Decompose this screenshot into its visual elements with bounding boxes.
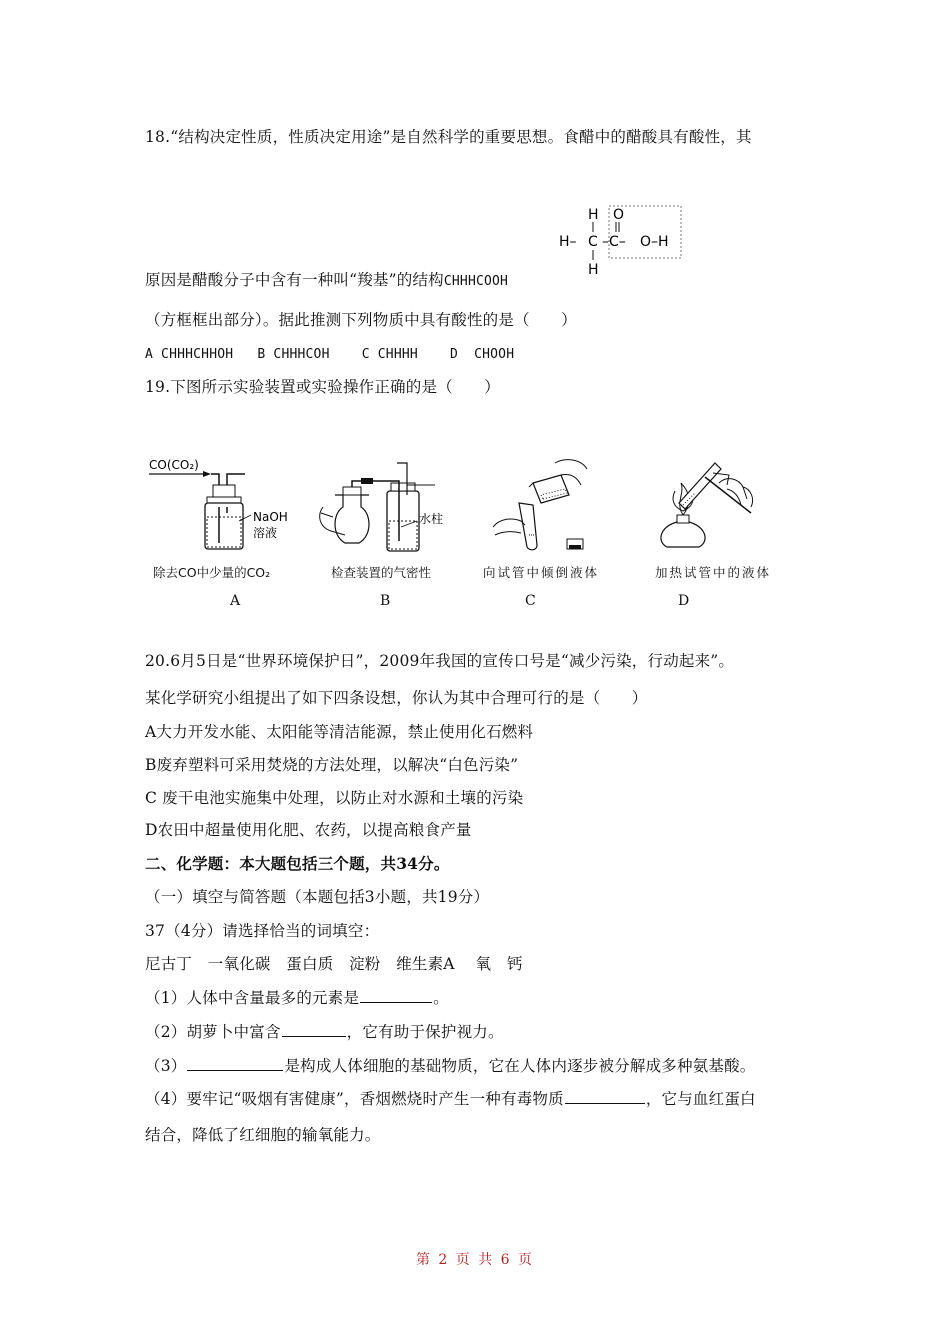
- q37-blank2-suffix: ，它有助于保护视力。: [346, 1023, 504, 1041]
- q18-line2-text: 原因是醋酸分子中含有一种叫“羧基”的结构: [145, 271, 444, 289]
- figure-b-apparatus: [315, 455, 450, 555]
- q20-line2: 某化学研究小组提出了如下四条设想，你认为其中合理可行的是（ ）: [145, 689, 648, 707]
- section2-sub1: （一）填空与简答题（本题包括3小题，共19分）: [145, 888, 490, 906]
- q37-blank4-suffix: ，它与血红蛋白: [645, 1090, 756, 1108]
- q37-word-bank: 尼古丁 一氧化碳 蛋白质 淀粉 维生素A 氧 钙: [145, 955, 523, 973]
- fig-d-label: D: [678, 593, 690, 609]
- fig-b-label: B: [380, 593, 391, 609]
- q18-formula: CHHHCOOH: [443, 274, 509, 289]
- q20-line1: 20.6月5日是“世界环境保护日”，2009年我国的宣传口号是“减少污染，行动起来”。: [145, 652, 735, 670]
- fig-c-label: C: [525, 593, 536, 609]
- struct-c1: C: [588, 234, 598, 250]
- q37-blank4-prefix: （4）要牢记“吸烟有害健康”，香烟燃烧时产生一种有毒物质: [145, 1090, 564, 1108]
- q37-blank4-line2: 结合，降低了红细胞的输氧能力。: [145, 1126, 381, 1144]
- q37-blank2[interactable]: [282, 1021, 346, 1037]
- q37-blank3-line: [145, 1055, 755, 1076]
- q37-blank3-prefix: （3）: [145, 1057, 187, 1075]
- fig-a-label: A: [230, 593, 241, 609]
- q18-line1: 18.“结构决定性质，性质决定用途”是自然科学的重要思想。食醋中的醋酸具有酸性，其: [145, 128, 752, 146]
- q37-blank2-prefix: （2）胡萝卜中富含: [145, 1023, 281, 1041]
- q37-blank1[interactable]: [360, 987, 432, 1003]
- struct-h-bottom: H: [588, 262, 599, 278]
- page-footer: 第 2 页 共 6 页: [415, 1252, 535, 1268]
- struct-oh: O–H: [640, 234, 669, 250]
- q37-blank2-line: [145, 1021, 504, 1042]
- struct-c2: –C–: [602, 234, 626, 250]
- q18-options: A CHHHCHHOH B CHHHCOH C CHHHH D CHOOH: [145, 347, 515, 362]
- q18-line2: [145, 270, 508, 292]
- acetic-acid-structure: [555, 202, 690, 282]
- q37-title: 37（4分）请选择恰当的词填空：: [145, 922, 380, 940]
- struct-o-top: O: [613, 207, 625, 223]
- q19-title: 19.下图所示实验装置或实验操作正确的是（ ）: [145, 378, 500, 396]
- q18-line3: （方框框出部分）。据此推测下列物质中具有酸性的是（ ）: [145, 311, 577, 329]
- q37-blank4-line: [145, 1088, 756, 1109]
- struct-h-left: H–: [559, 234, 577, 250]
- q37-blank1-prefix: （1）人体中含量最多的元素是: [145, 989, 360, 1007]
- q37-blank3[interactable]: [187, 1055, 283, 1071]
- q37-blank1-suffix: 。: [433, 989, 449, 1007]
- q20-option-d: D农田中超量使用化肥、农药，以提高粮食产量: [145, 821, 472, 839]
- fig-a-naoh-label: NaOH: [253, 510, 288, 524]
- q37-blank1-line: [145, 987, 449, 1008]
- q37-blank4[interactable]: [565, 1088, 645, 1104]
- figure-c-apparatus: [485, 455, 615, 555]
- fig-c-caption: 向试管中倾倒液体: [483, 565, 600, 580]
- fig-a-gas-label: CO(CO₂): [149, 458, 199, 472]
- fig-b-caption: 检查装置的气密性: [331, 565, 432, 580]
- section2-title: 二、化学题：本大题包括三个题，共34分。: [145, 854, 450, 873]
- struct-h-top: H: [588, 207, 599, 223]
- fig-b-water-label: 水柱: [419, 512, 444, 526]
- fig-a-caption: 除去CO中少量的CO₂: [153, 565, 271, 580]
- q20-option-b: B废弃塑料可采用焚烧的方法处理，以解决“白色污染”: [145, 756, 519, 774]
- q20-option-a: A大力开发水能、太阳能等清洁能源，禁止使用化石燃料: [145, 723, 534, 741]
- figure-a-apparatus: [145, 455, 305, 555]
- fig-d-caption: 加热试管中的液体: [655, 565, 772, 580]
- q20-option-c: C 废干电池实施集中处理，以防止对水源和土壤的污染: [145, 789, 524, 807]
- fig-a-solution-label: 溶液: [253, 526, 278, 540]
- figure-d-apparatus: [655, 455, 775, 555]
- q37-blank3-suffix: 是构成人体细胞的基础物质，它在人体内逐步被分解成多种氨基酸。: [284, 1057, 756, 1075]
